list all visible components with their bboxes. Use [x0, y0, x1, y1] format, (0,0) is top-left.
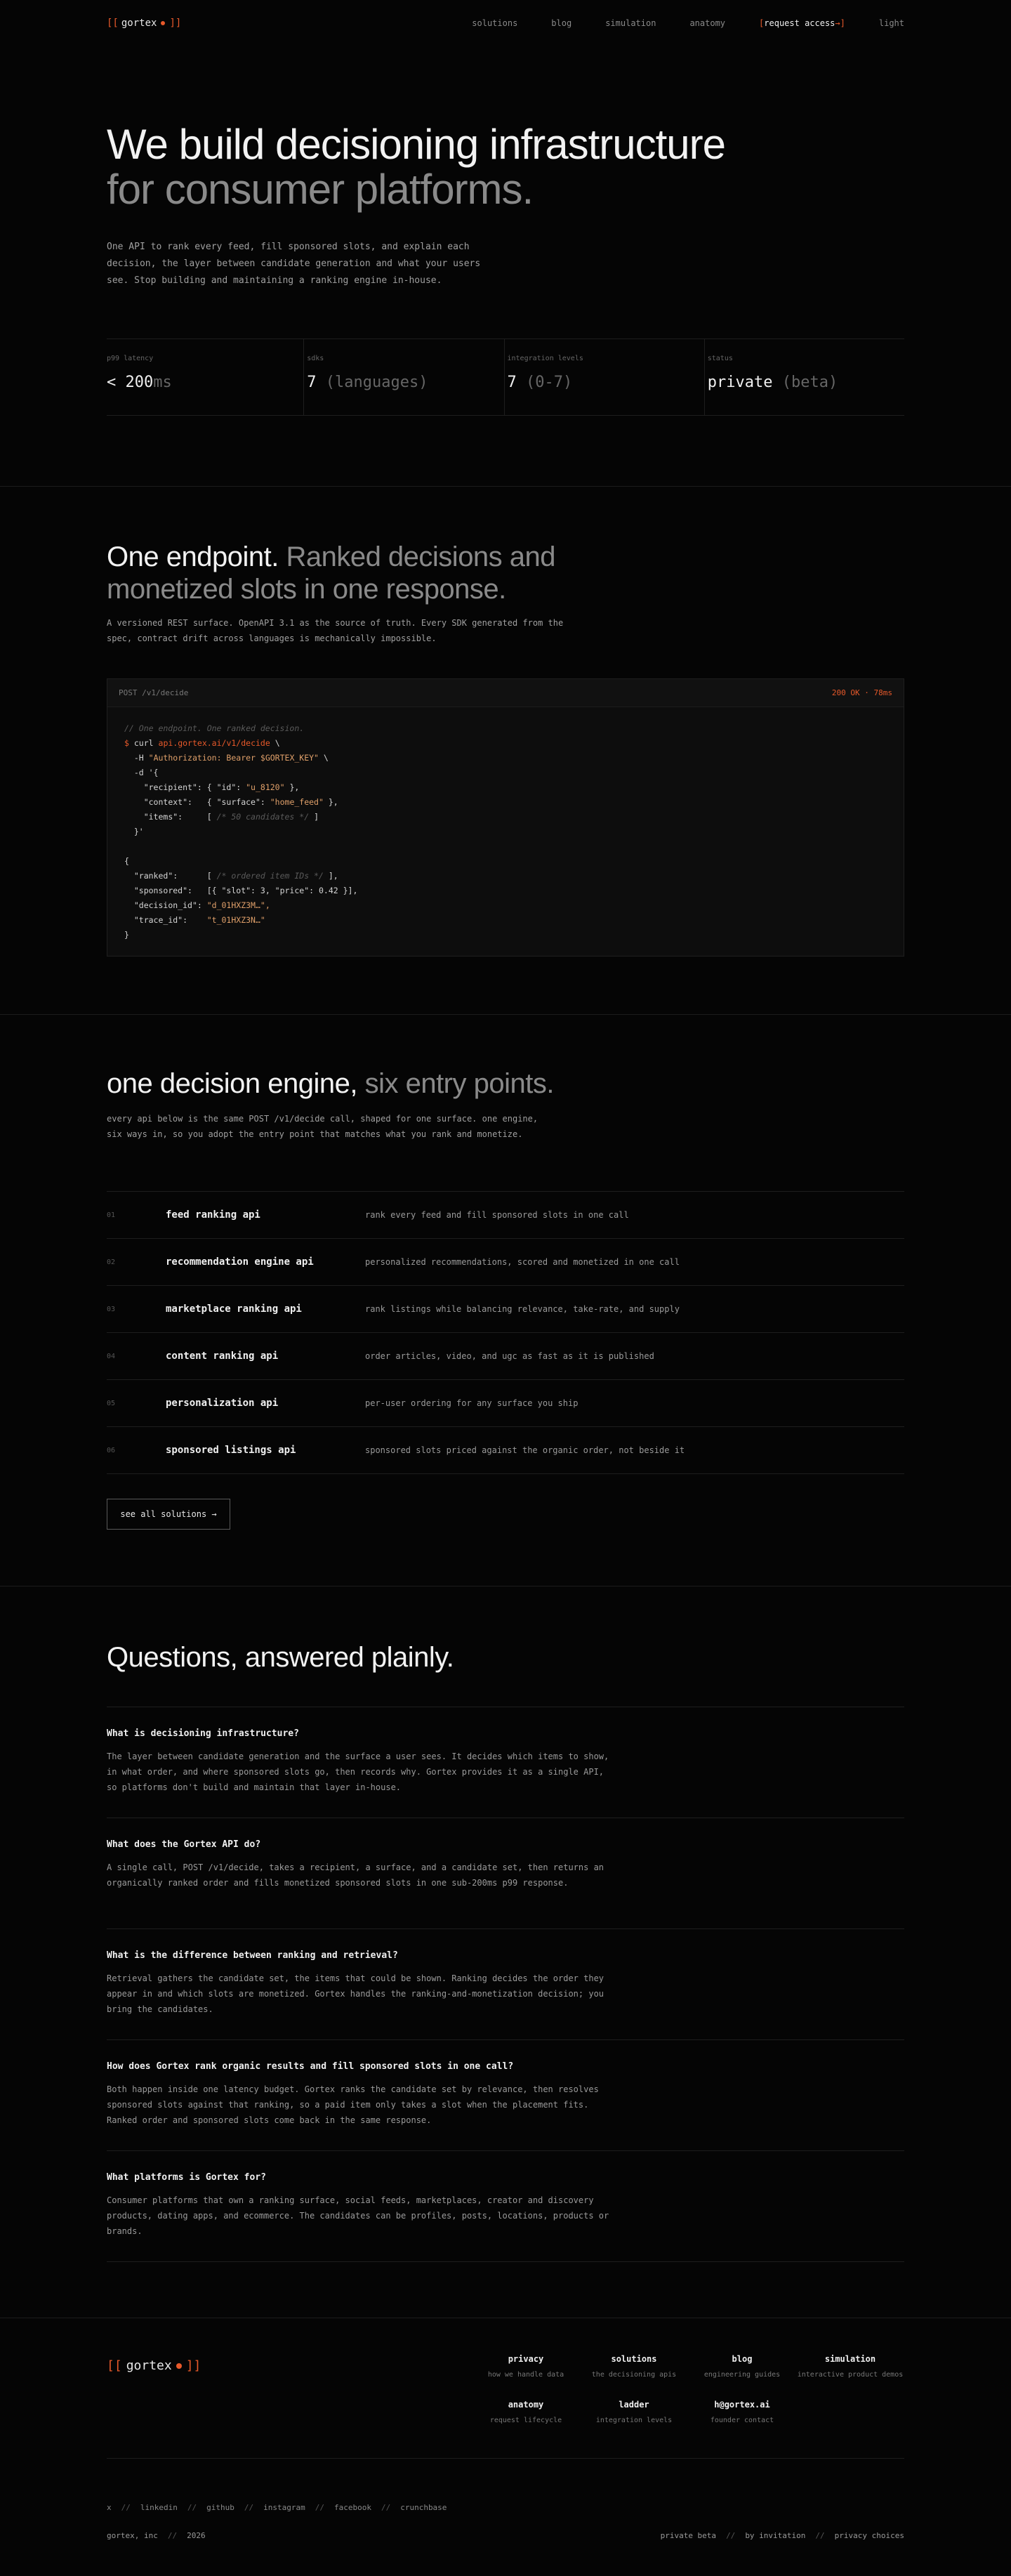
code-val: { "id": [206, 782, 246, 792]
solution-num: 06 [107, 1446, 116, 1454]
code-val: [ [206, 812, 217, 822]
theme-toggle[interactable]: light [878, 18, 904, 28]
solution-desc: order articles, video, and ugc as fast as it is published [365, 1351, 654, 1361]
solution-num: 04 [107, 1352, 116, 1360]
solutions-subtitle: every api below is the same POST /v1/decide call, shaped for one surface. one engine, six ways in, so you adopt the entry point that matches what you rank and monetize. [107, 1114, 538, 1139]
faq-question: What platforms is Gortex for? [107, 2172, 266, 2183]
bottom-link-privacy-choices[interactable]: privacy choices [834, 2531, 904, 2540]
stat-value-unit: ms [153, 374, 172, 391]
solution-row[interactable] [107, 1380, 904, 1427]
social-sep: // [381, 2503, 391, 2512]
faq-question: What is the difference between ranking and retrieval? [107, 1950, 398, 1961]
faq-item [107, 2040, 904, 2151]
code-cmd: curl [133, 738, 154, 748]
nav-link-anatomy[interactable]: anatomy [689, 18, 726, 28]
cta-bracket-open: [ [759, 18, 765, 28]
top-nav [107, 15, 904, 31]
code-flag: -H [133, 753, 144, 763]
code-val: { "surface": [206, 797, 270, 807]
bottom-link-private-beta[interactable]: private beta [660, 2531, 717, 2540]
code-val: }, [284, 782, 300, 792]
faq-title: Questions, answered plainly. [107, 1642, 454, 1673]
faq-item [107, 1818, 904, 1929]
bottom-sep: // [167, 2531, 178, 2540]
code-key: "trace_id": [133, 915, 188, 925]
solution-row[interactable] [107, 1333, 904, 1380]
code-val: { [124, 856, 129, 866]
solutions-title-main: one decision engine, [107, 1068, 357, 1099]
faq-item [107, 1929, 904, 2040]
stat-value-main: < 200 [107, 374, 154, 391]
footer-links [472, 2354, 904, 2424]
code-key: "context": [143, 797, 192, 807]
stat-label: p99 latency [107, 355, 154, 362]
bottom-link-by-invitation[interactable]: by invitation [745, 2531, 806, 2540]
code-val: [ [206, 871, 217, 881]
code-key: "sponsored": [133, 886, 192, 895]
endpoint-title-dim: Ranked decisions and monetized slots in one response. [107, 541, 556, 605]
faq-list [107, 1707, 904, 2262]
footer-copyright [107, 2531, 206, 2540]
social-links [107, 2503, 447, 2512]
cta-label: request access [764, 18, 835, 28]
solution-desc: per-user ordering for any surface you ship [365, 1398, 579, 1408]
footer-link-sub: request lifecycle [489, 2417, 562, 2424]
footer-bottom [107, 2531, 904, 2540]
solutions-title-dim: six entry points. [364, 1068, 554, 1099]
stat-value-main: 7 [507, 374, 517, 391]
logo-bracket-close: ]] [185, 2358, 201, 2373]
solution-num: 05 [107, 1399, 116, 1407]
social-link-facebook[interactable]: facebook [333, 2503, 371, 2512]
code-flag: -d '{ [133, 768, 159, 777]
stat-label: sdks [307, 355, 324, 362]
code-key: "recipient": [143, 782, 202, 792]
solution-name: marketplace ranking api [166, 1303, 302, 1315]
bottom-sep: // [815, 2531, 825, 2540]
footer-link-title: ladder [619, 2400, 649, 2410]
solution-row[interactable] [107, 1427, 904, 1474]
social-sep: // [244, 2503, 254, 2512]
footer-link-simulation[interactable] [796, 2354, 904, 2379]
stat-value-main: 7 [307, 374, 317, 391]
footer-logo[interactable] [107, 2358, 201, 2373]
faq-question: What does the Gortex API do? [107, 1839, 261, 1850]
faq-answer: Consumer platforms that own a ranking surface, social feeds, marketplaces, creator and discovery products, dating apps, and ecommerce. The candidates can be profiles, posts, locations, products or brands. [107, 2195, 609, 2236]
footer-divider [107, 2458, 904, 2459]
faq-question: What is decisioning infrastructure? [107, 1728, 299, 1739]
footer-link-anatomy[interactable] [472, 2400, 580, 2424]
hero-title [107, 122, 809, 212]
footer-link-sub: interactive product demos [797, 2371, 904, 2379]
nav-link-blog[interactable]: blog [551, 18, 572, 28]
footer-link-title: solutions [611, 2354, 657, 2364]
stat-sdks [304, 339, 504, 415]
company-name: gortex, inc [107, 2531, 158, 2540]
faq-answer: A single call, POST /v1/decide, takes a recipient, a surface, and a candidate set, then returns an organically ranked order and fills monetized sponsored slots in one sub-200ms p99 response. [107, 1862, 604, 1888]
code-cont: \ [275, 738, 280, 748]
solution-row[interactable] [107, 1192, 904, 1239]
stat-label: status [707, 355, 733, 362]
see-all-solutions-button[interactable]: see all solutions → [107, 1499, 230, 1530]
logo-dot-icon [161, 21, 165, 25]
code-string: "Authorization: Bearer $GORTEX_KEY" [148, 753, 319, 763]
footer-link-title: anatomy [508, 2400, 544, 2410]
code-body [107, 707, 904, 957]
stat-latency [107, 339, 304, 415]
social-sep: // [315, 2503, 324, 2512]
stat-value [307, 374, 503, 391]
code-comment: /* 50 candidates */ [216, 812, 310, 822]
faq-answer: Retrieval gathers the candidate set, the items that could be shown. Ranking decides the order they appear in and which slots are monetized. Gortex handles the ranking-and-monetization decision; you bring the candidates. [107, 1973, 604, 2014]
stat-value [508, 374, 704, 391]
nav-link-solutions[interactable]: solutions [472, 18, 518, 28]
bottom-sep: // [726, 2531, 736, 2540]
logo-text: gortex [126, 2358, 172, 2373]
footer-link-title: h@gortex.ai [714, 2400, 770, 2410]
nav-links [472, 18, 904, 28]
footer-link-title: privacy [508, 2354, 544, 2364]
code-comment: /* ordered item IDs */ [216, 871, 324, 881]
footer-link-sub: integration levels [595, 2417, 673, 2424]
copyright-year: 2026 [187, 2531, 206, 2540]
stat-status [705, 339, 904, 415]
code-string: "u_8120" [246, 782, 285, 792]
logo-bracket-open: [[ [107, 18, 119, 29]
solution-row[interactable] [107, 1286, 904, 1333]
faq-answer: The layer between candidate generation and the surface a user sees. It decides which items to show, in what order, and where sponsored slots go, then records why. Gortex provides it as a single API, so platforms don't build and maintain that layer in-house. [107, 1752, 609, 1792]
footer-bottom-links [661, 2531, 904, 2540]
hero-subtitle: One API to rank every feed, fill sponsored slots, and explain each decision, the layer between candidate generation and what your users see. Stop building and maintaining a ranking engine in-house. [107, 242, 481, 286]
logo-bracket-close: ]] [169, 18, 182, 29]
stat-label: integration levels [507, 355, 583, 362]
code-val: } [124, 930, 129, 940]
solution-num: 01 [107, 1211, 116, 1219]
faq-answer: Both happen inside one latency budget. Gortex ranks the candidate set by relevance, then resolves sponsored slots against that ranking, so a paid item only takes a slot when the placement fits. Ranked order and sponsored slots come back in the same response. [107, 2084, 599, 2125]
request-access-button[interactable] [759, 18, 845, 28]
code-comment: // One endpoint. One ranked decision. [124, 723, 305, 733]
code-status: 200 OK · 78ms [831, 688, 892, 697]
logo-bracket-open: [[ [107, 2358, 122, 2373]
endpoint-subtitle: A versioned REST surface. OpenAPI 3.1 as the source of truth. Every SDK generated from the spec, contract drift across languages is mechanically impossible. [107, 618, 564, 643]
faq-item [107, 2151, 904, 2262]
social-link-instagram[interactable]: instagram [263, 2503, 305, 2512]
solution-name: personalization api [166, 1398, 279, 1409]
logo[interactable] [107, 18, 181, 29]
footer-link-blog[interactable] [688, 2354, 796, 2379]
section-divider [0, 1014, 1011, 1015]
footer-link-sub: the decisioning apis [591, 2371, 677, 2379]
solution-name: content ranking api [166, 1351, 279, 1362]
logo-text: gortex [121, 18, 157, 29]
footer-link-title: blog [732, 2354, 753, 2364]
footer-link-ladder[interactable] [580, 2400, 688, 2424]
code-val: ], [323, 871, 338, 881]
solution-desc: personalized recommendations, scored and monetized in one call [365, 1257, 680, 1267]
code-string: "home_feed" [270, 797, 324, 807]
code-endpoint-label: POST /v1/decide [119, 688, 189, 697]
social-sep: // [187, 2503, 197, 2512]
footer-link-email[interactable] [688, 2400, 796, 2424]
endpoint-title [107, 541, 598, 605]
solution-name: sponsored listings api [166, 1445, 296, 1456]
code-cont: \ [323, 753, 329, 763]
code-val: }' [133, 827, 144, 836]
hero-title-line2: for consumer platforms. [107, 166, 534, 213]
social-link-github[interactable]: github [206, 2503, 234, 2512]
cta-bracket-close: →] [835, 18, 845, 28]
solutions-title [107, 1067, 554, 1100]
social-link-linkedin[interactable]: linkedin [140, 2503, 178, 2512]
code-key: "decision_id": [133, 900, 202, 910]
solution-num: 03 [107, 1305, 116, 1313]
footer-link-sub: founder contact [710, 2417, 774, 2424]
solution-desc: sponsored slots priced against the organic order, not beside it [365, 1445, 685, 1455]
code-string: "d_01HXZ3M…", [206, 900, 270, 910]
hero-title-line1: We build decisioning infrastructure [107, 121, 726, 168]
footer-link-privacy[interactable] [472, 2354, 580, 2379]
stats-bar [107, 339, 904, 416]
social-link-crunchbase[interactable]: crunchbase [400, 2503, 447, 2512]
code-url: api.gortex.ai/v1/decide [158, 738, 270, 748]
code-val: }, [323, 797, 338, 807]
solution-name: feed ranking api [166, 1209, 260, 1221]
stat-value-unit: (languages) [325, 374, 428, 391]
code-string: "t_01HXZ3N…" [206, 915, 265, 925]
stat-value [708, 374, 904, 391]
stat-value [107, 374, 303, 391]
code-prompt: $ [124, 738, 129, 748]
social-sep: // [121, 2503, 131, 2512]
stat-value-unit: (0-7) [526, 374, 573, 391]
code-key: "ranked": [133, 871, 178, 881]
social-link-x[interactable]: x [107, 2503, 112, 2512]
stat-integration-levels [505, 339, 705, 415]
nav-link-simulation[interactable]: simulation [605, 18, 656, 28]
solution-desc: rank listings while balancing relevance, take-rate, and supply [365, 1304, 680, 1314]
code-val: [{ "slot": 3, "price": 0.42 }], [206, 886, 358, 895]
solution-row[interactable] [107, 1239, 904, 1286]
footer-link-title: simulation [824, 2354, 876, 2364]
code-header [107, 679, 904, 707]
code-block [107, 678, 904, 957]
footer-link-sub: engineering guides [703, 2371, 781, 2379]
faq-item [107, 1707, 904, 1818]
solution-desc: rank every feed and fill sponsored slots in one call [365, 1210, 629, 1220]
code-val: ] [309, 812, 319, 822]
solution-num: 02 [107, 1258, 116, 1266]
solution-name: recommendation engine api [166, 1256, 314, 1268]
endpoint-title-main: One endpoint. [107, 541, 279, 572]
footer-link-solutions[interactable] [580, 2354, 688, 2379]
code-key: "items": [143, 812, 183, 822]
faq-question: How does Gortex rank organic results and fill sponsored slots in one call? [107, 2061, 514, 2072]
solutions-list [107, 1191, 904, 1474]
logo-dot-icon [176, 2363, 182, 2369]
stat-value-main: private [707, 374, 773, 391]
stat-value-unit: (beta) [781, 374, 838, 391]
footer-link-sub: how we handle data [487, 2371, 564, 2379]
section-divider [0, 486, 1011, 487]
